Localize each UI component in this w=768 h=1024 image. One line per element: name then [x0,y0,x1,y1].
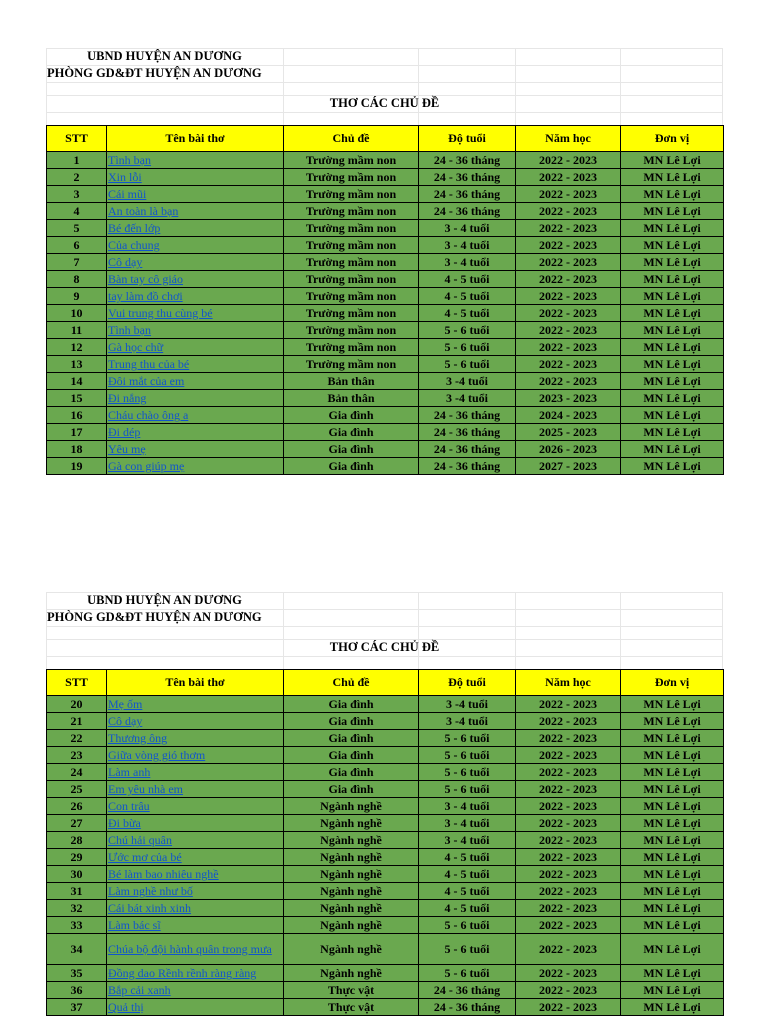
school-year-cell: 2022 - 2023 [516,982,621,999]
row-number: 29 [47,849,107,866]
school-year-cell: 2022 - 2023 [516,713,621,730]
school-year-cell: 2022 - 2023 [516,934,621,965]
row-number: 31 [47,883,107,900]
table-row [47,866,724,883]
row-number: 7 [47,254,107,271]
table-row [47,356,724,373]
poem-title-link[interactable]: An toàn là bạn [107,203,284,220]
school-year-cell: 2022 - 2023 [516,965,621,982]
topic-cell: Trường mầm non [284,169,419,186]
table-row [47,203,724,220]
unit-cell: MN Lê Lợi [621,764,724,781]
school-year-cell: 2022 - 2023 [516,832,621,849]
table-row [47,407,724,424]
row-number: 10 [47,305,107,322]
age-range-cell: 24 - 36 tháng [419,203,516,220]
topic-cell: Ngành nghề [284,917,419,934]
unit-cell: MN Lê Lợi [621,934,724,965]
poem-title-link[interactable]: Cái mũi [107,186,284,203]
age-range-cell: 24 - 36 tháng [419,424,516,441]
unit-cell: MN Lê Lợi [621,373,724,390]
poem-title-link[interactable]: Tình bạn [107,152,284,169]
poem-title-link[interactable]: Giữa vòng gió thơm [107,747,284,764]
unit-cell: MN Lê Lợi [621,815,724,832]
table-row [47,339,724,356]
topic-cell: Trường mầm non [284,305,419,322]
table-row [47,424,724,441]
school-year-cell: 2022 - 2023 [516,764,621,781]
topic-cell: Thực vật [284,999,419,1016]
topic-cell: Trường mầm non [284,288,419,305]
row-number: 19 [47,458,107,475]
school-year-cell: 2027 - 2023 [516,458,621,475]
age-range-cell: 24 - 36 tháng [419,407,516,424]
age-range-cell: 4 - 5 tuổi [419,271,516,288]
row-number: 22 [47,730,107,747]
unit-cell: MN Lê Lợi [621,288,724,305]
topic-cell: Ngành nghề [284,866,419,883]
unit-cell: MN Lê Lợi [621,917,724,934]
topic-cell: Bản thân [284,390,419,407]
table-row [47,696,724,713]
unit-cell: MN Lê Lợi [621,458,724,475]
row-number: 32 [47,900,107,917]
poem-title-link[interactable]: Bé làm bao nhiêu nghề [107,866,284,883]
topic-cell: Thực vật [284,982,419,999]
unit-cell: MN Lê Lợi [621,696,724,713]
poem-title-link[interactable]: Của chung [107,237,284,254]
table-row [47,237,724,254]
table-row [47,764,724,781]
age-range-cell: 3 - 4 tuổi [419,237,516,254]
school-year-cell: 2022 - 2023 [516,305,621,322]
row-number: 20 [47,696,107,713]
age-range-cell: 5 - 6 tuổi [419,322,516,339]
sheet-title: THƠ CÁC CHỦ ĐỀ [329,96,440,110]
poems-table [46,669,724,1016]
table-row [47,815,724,832]
poem-title-link[interactable]: Quả thị [107,999,284,1016]
age-range-cell: 4 - 5 tuổi [419,849,516,866]
poem-title-link[interactable]: Cô dạy [107,713,284,730]
row-number: 11 [47,322,107,339]
sheet-header-area [46,48,723,125]
row-number: 24 [47,764,107,781]
school-year-cell: 2022 - 2023 [516,917,621,934]
table-row [47,747,724,764]
unit-cell: MN Lê Lợi [621,271,724,288]
org-name: UBND HUYỆN AN DƯƠNG [87,593,242,607]
row-number: 14 [47,373,107,390]
topic-cell: Trường mầm non [284,356,419,373]
unit-cell: MN Lê Lợi [621,982,724,999]
topic-cell: Gia đình [284,424,419,441]
row-number: 25 [47,781,107,798]
col-header-stt: STT [47,126,107,152]
topic-cell: Ngành nghề [284,815,419,832]
unit-cell: MN Lê Lợi [621,798,724,815]
table-row [47,713,724,730]
table-row [47,798,724,815]
age-range-cell: 5 - 6 tuổi [419,339,516,356]
poem-title-link[interactable]: Bàn tay cô giáo [107,271,284,288]
table-row [47,288,724,305]
topic-cell: Gia đình [284,458,419,475]
age-range-cell: 24 - 36 tháng [419,186,516,203]
poem-title-link[interactable]: Cô dạy [107,254,284,271]
age-range-cell: 5 - 6 tuổi [419,917,516,934]
row-number: 18 [47,441,107,458]
col-header-topic: Chủ đề [284,126,419,152]
poem-title-link[interactable]: Ước mơ của bé [107,849,284,866]
school-year-cell: 2026 - 2023 [516,441,621,458]
topic-cell: Gia đình [284,747,419,764]
row-number: 2 [47,169,107,186]
table-row [47,934,724,965]
topic-cell: Ngành nghề [284,934,419,965]
table-row [47,169,724,186]
row-number: 13 [47,356,107,373]
unit-cell: MN Lê Lợi [621,713,724,730]
school-year-cell: 2022 - 2023 [516,373,621,390]
topic-cell: Trường mầm non [284,220,419,237]
poem-title-link[interactable]: Bé đến lớp [107,220,284,237]
col-header-age: Độ tuổi [419,126,516,152]
row-number: 6 [47,237,107,254]
school-year-cell: 2022 - 2023 [516,186,621,203]
topic-cell: Trường mầm non [284,152,419,169]
unit-cell: MN Lê Lợi [621,900,724,917]
poem-title-link[interactable]: Chúa bộ đội hành quân trong mưa [107,934,284,965]
unit-cell: MN Lê Lợi [621,169,724,186]
unit-cell: MN Lê Lợi [621,407,724,424]
row-number: 3 [47,186,107,203]
sheet-title: THƠ CÁC CHỦ ĐỀ [329,640,440,654]
row-number: 17 [47,424,107,441]
poem-title-link[interactable]: tay làm đồ chơi [107,288,284,305]
row-number: 9 [47,288,107,305]
sheet-page-1 [46,48,723,475]
table-row [47,305,724,322]
unit-cell: MN Lê Lợi [621,254,724,271]
unit-cell: MN Lê Lợi [621,730,724,747]
topic-cell: Gia đình [284,781,419,798]
department-name: PHÒNG GD&ĐT HUYỆN AN DƯƠNG [47,610,262,624]
unit-cell: MN Lê Lợi [621,356,724,373]
age-range-cell: 4 - 5 tuổi [419,866,516,883]
col-header-stt: STT [47,670,107,696]
col-header-unit: Đơn vị [621,126,724,152]
age-range-cell: 3 - 4 tuổi [419,815,516,832]
table-row [47,441,724,458]
table-row [47,900,724,917]
topic-cell: Trường mầm non [284,186,419,203]
row-number: 33 [47,917,107,934]
age-range-cell: 3 - 4 tuổi [419,220,516,237]
age-range-cell: 24 - 36 tháng [419,982,516,999]
table-row [47,152,724,169]
table-row [47,832,724,849]
table-row [47,999,724,1016]
table-row [47,390,724,407]
row-number: 30 [47,866,107,883]
row-number: 21 [47,713,107,730]
topic-cell: Trường mầm non [284,254,419,271]
poem-title-link[interactable]: Chú hải quân [107,832,284,849]
poem-title-link[interactable]: Làm anh [107,764,284,781]
poem-title-link[interactable]: Con trâu [107,798,284,815]
age-range-cell: 5 - 6 tuổi [419,356,516,373]
table-row [47,322,724,339]
school-year-cell: 2024 - 2023 [516,407,621,424]
school-year-cell: 2022 - 2023 [516,883,621,900]
school-year-cell: 2025 - 2023 [516,424,621,441]
age-range-cell: 24 - 36 tháng [419,458,516,475]
age-range-cell: 5 - 6 tuổi [419,764,516,781]
age-range-cell: 3 -4 tuổi [419,696,516,713]
row-number: 27 [47,815,107,832]
topic-cell: Trường mầm non [284,203,419,220]
age-range-cell: 5 - 6 tuổi [419,730,516,747]
poem-title-link[interactable]: Đi dép [107,424,284,441]
topic-cell: Gia đình [284,764,419,781]
topic-cell: Ngành nghề [284,832,419,849]
age-range-cell: 24 - 36 tháng [419,999,516,1016]
school-year-cell: 2022 - 2023 [516,288,621,305]
age-range-cell: 24 - 36 tháng [419,152,516,169]
poem-title-link[interactable]: Yêu mẹ [107,441,284,458]
unit-cell: MN Lê Lợi [621,747,724,764]
school-year-cell: 2022 - 2023 [516,339,621,356]
row-number: 15 [47,390,107,407]
unit-cell: MN Lê Lợi [621,781,724,798]
unit-cell: MN Lê Lợi [621,237,724,254]
poem-title-link[interactable]: Làm bác sĩ [107,917,284,934]
topic-cell: Gia đình [284,407,419,424]
age-range-cell: 4 - 5 tuổi [419,900,516,917]
school-year-cell: 2022 - 2023 [516,747,621,764]
poem-title-link[interactable]: Đôi mắt của em [107,373,284,390]
unit-cell: MN Lê Lợi [621,849,724,866]
school-year-cell: 2022 - 2023 [516,169,621,186]
col-header-topic: Chủ đề [284,670,419,696]
unit-cell: MN Lê Lợi [621,832,724,849]
row-number: 28 [47,832,107,849]
age-range-cell: 24 - 36 tháng [419,441,516,458]
topic-cell: Gia đình [284,730,419,747]
table-row [47,458,724,475]
topic-cell: Gia đình [284,696,419,713]
table-row [47,982,724,999]
poem-title-link[interactable]: Đi nắng [107,390,284,407]
school-year-cell: 2022 - 2023 [516,999,621,1016]
col-header-poem: Tên bài thơ [107,670,284,696]
row-number: 26 [47,798,107,815]
poem-title-link[interactable]: Mẹ ốm [107,696,284,713]
poem-title-link[interactable]: Đi bừa [107,815,284,832]
age-range-cell: 3 - 4 tuổi [419,254,516,271]
school-year-cell: 2022 - 2023 [516,220,621,237]
topic-cell: Trường mầm non [284,339,419,356]
poem-title-link[interactable]: Vui trung thu cùng bé [107,305,284,322]
col-header-unit: Đơn vị [621,670,724,696]
table-row [47,781,724,798]
school-year-cell: 2023 - 2023 [516,390,621,407]
unit-cell: MN Lê Lợi [621,186,724,203]
unit-cell: MN Lê Lợi [621,965,724,982]
school-year-cell: 2022 - 2023 [516,237,621,254]
school-year-cell: 2022 - 2023 [516,781,621,798]
age-range-cell: 5 - 6 tuổi [419,965,516,982]
poem-title-link[interactable]: Đồng dao Rềnh rềnh ràng ràng [107,965,284,982]
row-number: 37 [47,999,107,1016]
age-range-cell: 5 - 6 tuổi [419,781,516,798]
col-header-age: Độ tuổi [419,670,516,696]
age-range-cell: 3 -4 tuổi [419,390,516,407]
topic-cell: Bản thân [284,373,419,390]
department-name: PHÒNG GD&ĐT HUYỆN AN DƯƠNG [47,66,262,80]
school-year-cell: 2022 - 2023 [516,356,621,373]
row-number: 1 [47,152,107,169]
school-year-cell: 2022 - 2023 [516,730,621,747]
unit-cell: MN Lê Lợi [621,305,724,322]
row-number: 12 [47,339,107,356]
table-row [47,254,724,271]
age-range-cell: 5 - 6 tuổi [419,934,516,965]
topic-cell: Ngành nghề [284,883,419,900]
col-header-poem: Tên bài thơ [107,126,284,152]
age-range-cell: 4 - 5 tuổi [419,288,516,305]
unit-cell: MN Lê Lợi [621,152,724,169]
topic-cell: Ngành nghề [284,965,419,982]
row-number: 35 [47,965,107,982]
school-year-cell: 2022 - 2023 [516,866,621,883]
table-header-row [47,670,724,696]
sheet-page-2 [46,592,723,1016]
org-name: UBND HUYỆN AN DƯƠNG [87,49,242,63]
row-number: 4 [47,203,107,220]
unit-cell: MN Lê Lợi [621,999,724,1016]
unit-cell: MN Lê Lợi [621,883,724,900]
table-row [47,373,724,390]
unit-cell: MN Lê Lợi [621,339,724,356]
col-header-year: Năm học [516,126,621,152]
table-row [47,849,724,866]
col-header-year: Năm học [516,670,621,696]
school-year-cell: 2022 - 2023 [516,815,621,832]
table-row [47,186,724,203]
poem-title-link[interactable]: Tình bạn [107,322,284,339]
poem-title-link[interactable]: Làm nghề như bố [107,883,284,900]
poems-table [46,125,724,475]
poem-title-link[interactable]: Cái bát xinh xinh [107,900,284,917]
topic-cell: Trường mầm non [284,237,419,254]
poem-title-link[interactable]: Thương ông [107,730,284,747]
unit-cell: MN Lê Lợi [621,441,724,458]
school-year-cell: 2022 - 2023 [516,203,621,220]
topic-cell: Ngành nghề [284,900,419,917]
poem-title-link[interactable]: Trung thu của bé [107,356,284,373]
unit-cell: MN Lê Lợi [621,390,724,407]
school-year-cell: 2022 - 2023 [516,900,621,917]
unit-cell: MN Lê Lợi [621,424,724,441]
school-year-cell: 2022 - 2023 [516,271,621,288]
unit-cell: MN Lê Lợi [621,322,724,339]
topic-cell: Ngành nghề [284,849,419,866]
table-row [47,730,724,747]
unit-cell: MN Lê Lợi [621,866,724,883]
topic-cell: Trường mầm non [284,322,419,339]
poem-title-link[interactable]: Em yêu nhà em [107,781,284,798]
row-number: 23 [47,747,107,764]
age-range-cell: 3 -4 tuổi [419,373,516,390]
topic-cell: Gia đình [284,713,419,730]
school-year-cell: 2022 - 2023 [516,322,621,339]
school-year-cell: 2022 - 2023 [516,696,621,713]
age-range-cell: 3 - 4 tuổi [419,832,516,849]
topic-cell: Ngành nghề [284,798,419,815]
poem-title-link[interactable]: Gà học chữ [107,339,284,356]
poem-title-link[interactable]: Gà con giúp mẹ [107,458,284,475]
school-year-cell: 2022 - 2023 [516,254,621,271]
row-number: 16 [47,407,107,424]
table-row [47,271,724,288]
topic-cell: Gia đình [284,441,419,458]
row-number: 34 [47,934,107,965]
age-range-cell: 24 - 36 tháng [419,169,516,186]
poem-title-link[interactable]: Cháu chào ông a [107,407,284,424]
row-number: 36 [47,982,107,999]
table-row [47,883,724,900]
topic-cell: Trường mầm non [284,271,419,288]
unit-cell: MN Lê Lợi [621,220,724,237]
school-year-cell: 2022 - 2023 [516,798,621,815]
table-row [47,965,724,982]
table-row [47,917,724,934]
school-year-cell: 2022 - 2023 [516,152,621,169]
row-number: 5 [47,220,107,237]
age-range-cell: 3 -4 tuổi [419,713,516,730]
sheet-header-area [46,592,723,669]
poem-title-link[interactable]: Bắp cải xanh [107,982,284,999]
table-header-row [47,126,724,152]
poem-title-link[interactable]: Xin lỗi [107,169,284,186]
unit-cell: MN Lê Lợi [621,203,724,220]
school-year-cell: 2022 - 2023 [516,849,621,866]
table-row [47,220,724,237]
age-range-cell: 3 - 4 tuổi [419,798,516,815]
age-range-cell: 4 - 5 tuổi [419,305,516,322]
age-range-cell: 5 - 6 tuổi [419,747,516,764]
age-range-cell: 4 - 5 tuổi [419,883,516,900]
row-number: 8 [47,271,107,288]
